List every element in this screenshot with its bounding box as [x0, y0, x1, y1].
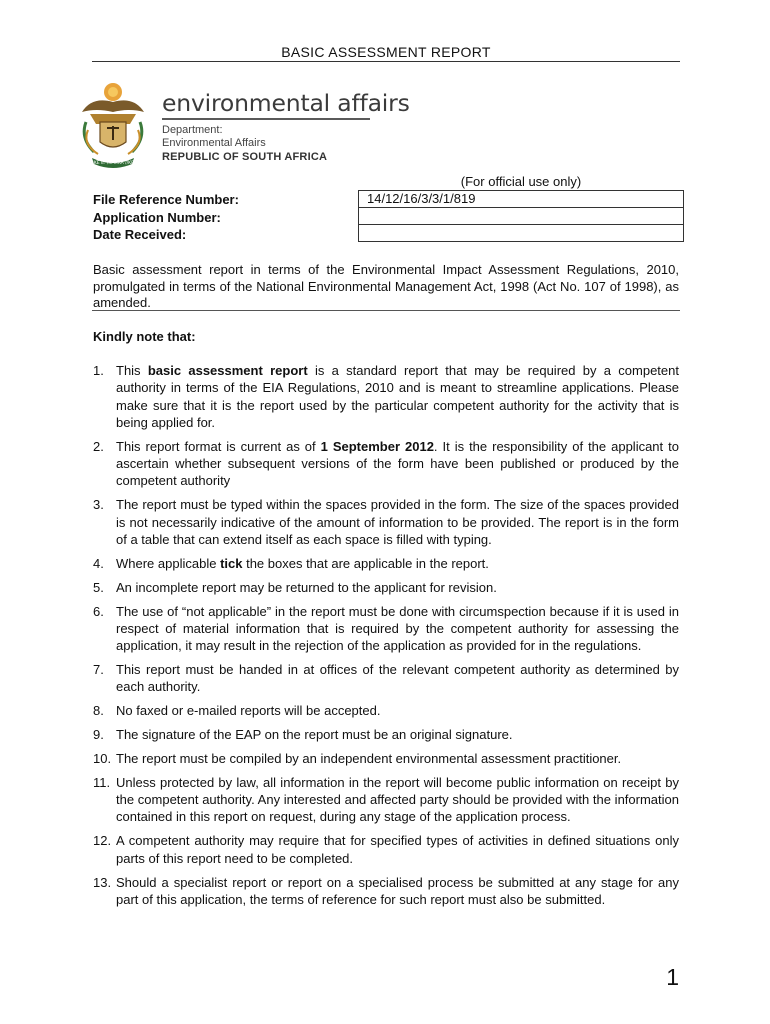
logo-divider: [162, 118, 370, 120]
file-reference-label: File Reference Number:: [93, 192, 239, 207]
note-heading: Kindly note that:: [93, 329, 196, 344]
list-item: 3. The report must be typed within the spaces provided in the form. The size of the spaces provided is not necessarily indicative of the amount of information to be provided. The report is in the form of a table that can extend itself as each space is filled with typing.: [93, 497, 679, 547]
intro-rule: [92, 310, 680, 311]
department-logo: [70, 78, 410, 173]
notes-list: [93, 362, 679, 915]
file-reference-field[interactable]: 14/12/16/3/3/1/819: [359, 191, 684, 208]
logo-brand-name: environmental affairs: [162, 89, 410, 117]
list-item: 4. Where applicable tick the boxes that are applicable in the report.: [93, 555, 489, 571]
header-rule: [92, 61, 680, 62]
page-number: 1: [666, 964, 679, 990]
date-received-field[interactable]: [359, 225, 684, 242]
list-item: 12. A competent authority may require that for specified types of activities in defined situations only parts of this report need to be completed.: [93, 833, 679, 866]
page-header-title: BASIC ASSESSMENT REPORT: [281, 44, 491, 60]
list-item: 13. Should a specialist report or report on a specialised process be submitted at any stage for any part of this application, the terms of reference for such report must also be submitted.: [93, 874, 679, 907]
list-item: 10. The report must be compiled by an independent environmental assessment practitioner.: [93, 750, 622, 766]
list-item: 9. The signature of the EAP on the report must be an original signature.: [93, 727, 513, 743]
list-item: 5. An incomplete report may be returned to the applicant for revision.: [93, 579, 497, 595]
logo-department-name: Environmental Affairs: [162, 137, 266, 149]
list-item: 7. This report must be handed in at offices of the relevant competent authority as determined by each authority.: [93, 662, 679, 695]
application-number-field[interactable]: [359, 208, 684, 225]
reference-labels: [93, 191, 239, 244]
official-use-label: (For official use only): [460, 174, 582, 189]
crest-motto: !KE E: /XARRA //KE: [92, 161, 134, 166]
list-item: 6. The use of “not applicable” in the report must be done with circumspection because if it is used in respect of material information that is required by the competent authority for assessing the application, it may result in the rejection of the application as provided for in the regulations.: [93, 603, 679, 654]
date-received-label: Date Received:: [93, 227, 187, 242]
logo-country: REPUBLIC OF SOUTH AFRICA: [162, 151, 328, 163]
logo-department-label: Department:: [162, 124, 223, 136]
official-use-table: [358, 190, 684, 242]
list-item: 11. Unless protected by law, all information in the report will become public information on receipt by the competent authority. Any interested and affected party should be provided with the information contained in this report on request, during any stage of the application process.: [93, 774, 679, 825]
list-item: 1. This basic assessment report is a standard report that may be required by a competent authority in terms of the EIA Regulations, 2010 and is meant to streamline applications. Please make sure that it is the report used by the particular competent authority for the activity that is being applied for.: [93, 363, 679, 430]
logo-text-block: [162, 90, 410, 164]
list-item: 2. This report format is current as of 1 September 2012. It is the responsibility of the applicant to ascertain whether subsequent versions of the form have been published or produced by the competent authority: [93, 438, 679, 489]
coat-of-arms-icon: [70, 78, 156, 173]
list-item: 8. No faxed or e-mailed reports will be accepted.: [93, 703, 381, 719]
application-number-label: Application Number:: [93, 209, 221, 225]
intro-paragraph: Basic assessment report in terms of the Environmental Impact Assessment Regulations, 2010, promulgated in terms of the National Environmental Management Act, 1998 (Act No. 107 of 1998), as amended.: [93, 262, 679, 310]
